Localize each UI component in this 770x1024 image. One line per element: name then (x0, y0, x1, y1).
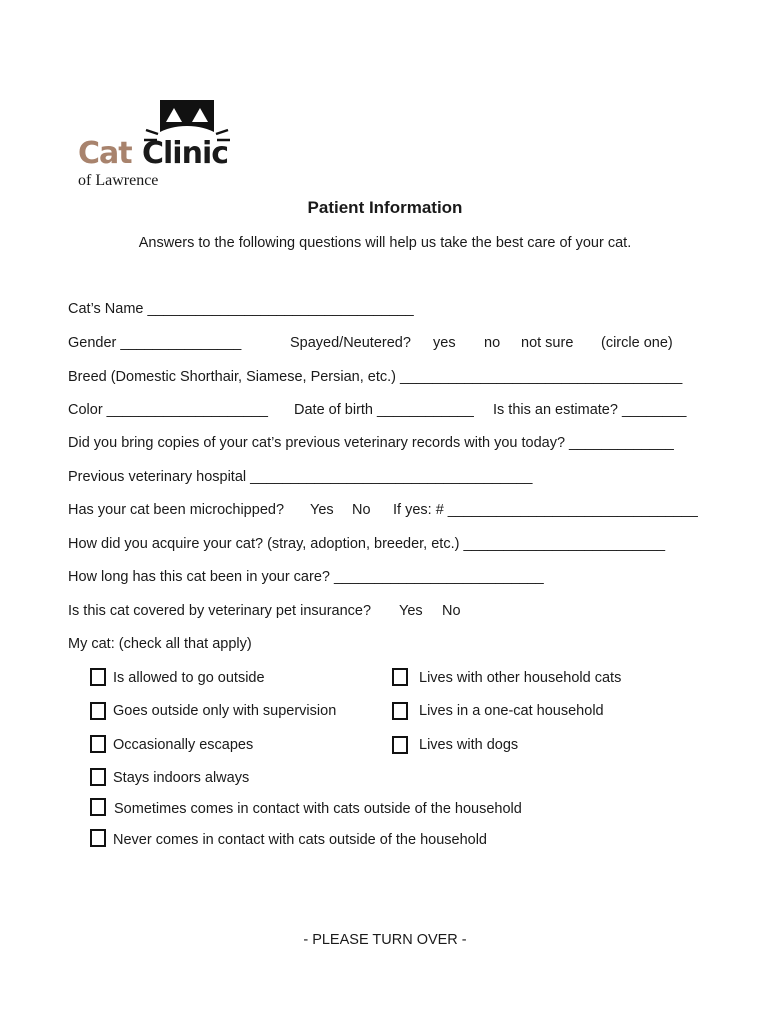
breed-field[interactable]: Breed (Domestic Shorthair, Siamese, Persian, etc.) ___________________________________ (68, 369, 683, 385)
circle-one-note: (circle one) (601, 335, 673, 351)
checkbox-label: Sometimes comes in contact with cats outside of the household (114, 801, 522, 817)
logo-subtitle: of Lawrence (78, 172, 159, 189)
microchip-no-option[interactable]: No (352, 502, 371, 518)
checkbox-label: Lives with other household cats (419, 670, 622, 686)
checkbox-other-cats[interactable] (392, 668, 408, 686)
checkbox-never-contact[interactable] (90, 829, 106, 847)
checkbox-escapes[interactable] (90, 735, 106, 753)
spayed-no-option[interactable]: no (484, 335, 501, 351)
logo-word-clinic: Clinic (142, 136, 229, 171)
gender-field[interactable]: Gender _______________ (68, 335, 242, 351)
estimate-field[interactable]: Is this an estimate? ________ (493, 402, 687, 418)
checkbox-sometimes-contact[interactable] (90, 798, 106, 816)
my-cat-heading: My cat: (check all that apply) (68, 636, 252, 652)
cats-name-field[interactable]: Cat’s Name _________________________________ (68, 301, 414, 317)
checkbox-indoors[interactable] (90, 768, 106, 786)
spayed-label: Spayed/Neutered? (290, 335, 411, 351)
checkbox-label: Lives with dogs (419, 737, 519, 753)
how-long-field[interactable]: How long has this cat been in your care? __________________________ (68, 569, 544, 585)
dob-field[interactable]: Date of birth ____________ (294, 402, 474, 418)
checkbox-label: Lives in a one-cat household (419, 703, 604, 719)
checkbox-label: Occasionally escapes (113, 737, 254, 753)
turn-over-note: - PLEASE TURN OVER - (303, 932, 467, 948)
spayed-yes-option[interactable]: yes (433, 335, 456, 351)
microchip-number-field[interactable]: If yes: # _______________________________ (393, 502, 698, 518)
checkbox-supervised-outside[interactable] (90, 702, 106, 720)
records-field[interactable]: Did you bring copies of your cat’s previous veterinary records with you today? _____________ (68, 435, 674, 451)
checkbox-label: Never comes in contact with cats outside of the household (113, 832, 487, 848)
page-title: Patient Information (307, 198, 463, 217)
checkbox-label: Is allowed to go outside (113, 670, 265, 686)
checkbox-label: Goes outside only with supervision (113, 703, 337, 719)
color-field[interactable]: Color ____________________ (68, 402, 268, 418)
insurance-yes-option[interactable]: Yes (399, 603, 423, 619)
acquire-field[interactable]: How did you acquire your cat? (stray, adoption, breeder, etc.) _________________________ (68, 536, 666, 552)
logo-word-cat: Cat (78, 136, 132, 171)
spayed-not-sure-option[interactable]: not sure (521, 335, 574, 351)
checkbox-label: Stays indoors always (113, 770, 250, 786)
checkbox-outside[interactable] (90, 668, 106, 686)
microchip-yes-option[interactable]: Yes (310, 502, 334, 518)
page-subtitle: Answers to the following questions will help us take the best care of your cat. (138, 235, 632, 251)
insurance-question: Is this cat covered by veterinary pet insurance? (68, 603, 372, 619)
clinic-logo (76, 96, 236, 192)
microchip-question: Has your cat been microchipped? (68, 502, 285, 518)
prev-hospital-field[interactable]: Previous veterinary hospital ___________________________________ (68, 469, 533, 485)
insurance-no-option[interactable]: No (442, 603, 461, 619)
checkbox-one-cat[interactable] (392, 702, 408, 720)
checkbox-dogs[interactable] (392, 736, 408, 754)
